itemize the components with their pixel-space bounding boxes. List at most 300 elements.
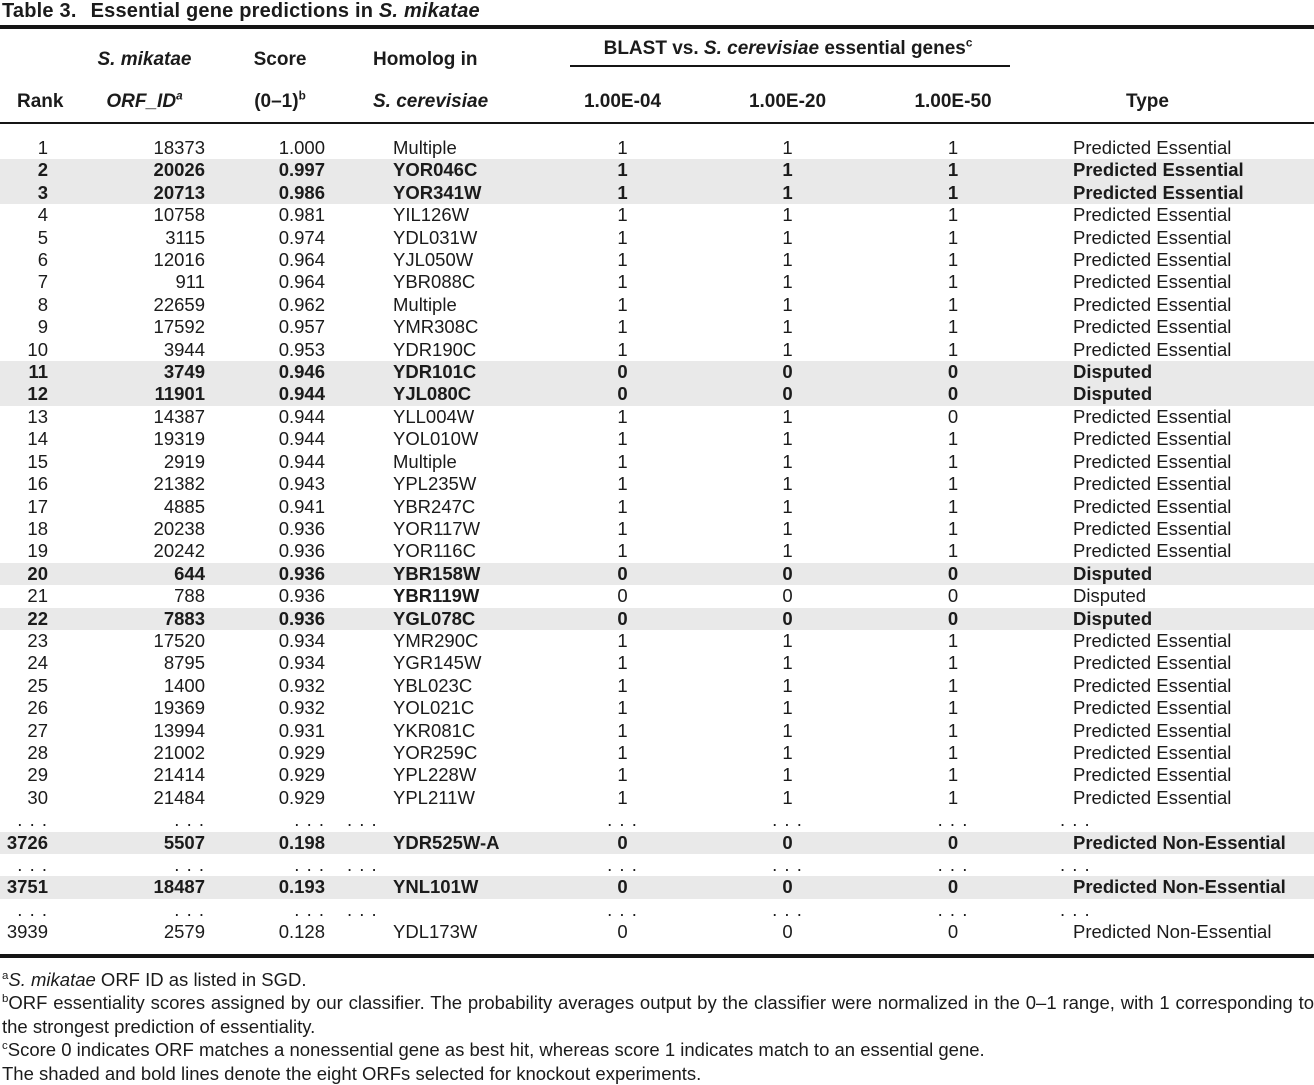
rank-header-spacer xyxy=(0,29,58,71)
evalue-1e20-cell-ellipsis: . . . xyxy=(772,809,803,831)
rank-cell: 16 xyxy=(27,473,48,495)
rank-cell: 25 xyxy=(27,674,48,696)
evalue-1e20-cell: 1 xyxy=(782,674,793,696)
rank-cell: 19 xyxy=(27,540,48,562)
evalue-1e04-cell: 1 xyxy=(617,405,628,427)
rank-cell: 17 xyxy=(27,495,48,517)
evalue-1e20-cell: 1 xyxy=(782,137,793,158)
homolog-cell: YOL021C xyxy=(393,697,475,719)
rank-cell: 30 xyxy=(27,786,48,808)
evalue-1e20-cell: 1 xyxy=(782,428,793,450)
score-cell: 0.941 xyxy=(278,495,325,517)
homolog-cell: YPL211W xyxy=(393,786,475,808)
rank-cell: 22 xyxy=(27,607,48,629)
evalue-1e50-cell: 1 xyxy=(947,137,959,158)
score-cell: 0.944 xyxy=(278,405,325,427)
homolog-cell: Multiple xyxy=(393,450,457,472)
blast-label-footnote-marker: c xyxy=(965,36,973,50)
table-row xyxy=(0,832,1314,854)
evalue-1e20-cell: 1 xyxy=(782,271,793,293)
evalue-1e50-header: 1.00E-50 xyxy=(870,71,1036,123)
footnote-a-marker: a xyxy=(2,969,9,982)
evalue-1e50-cell: 1 xyxy=(947,652,959,674)
type-cell: Predicted Essential xyxy=(1073,674,1232,696)
evalue-1e50-cell: 0 xyxy=(947,607,959,629)
gene-predictions-table xyxy=(0,29,1314,958)
score-cell: 0.932 xyxy=(278,697,325,719)
table-row xyxy=(0,921,1314,955)
score-cell: 0.944 xyxy=(278,428,325,450)
table-row xyxy=(0,787,1314,809)
rank-cell: 6 xyxy=(37,249,48,271)
table-row xyxy=(0,406,1314,428)
homolog-cell: YOR117W xyxy=(393,517,481,539)
score-cell: 0.943 xyxy=(278,473,325,495)
table-row xyxy=(0,159,1314,181)
orf-id-cell: 3115 xyxy=(165,226,205,248)
orf-id-cell: 788 xyxy=(174,585,205,607)
evalue-1e04-cell: 1 xyxy=(617,249,628,271)
ellipsis-row xyxy=(0,809,1314,831)
table-row xyxy=(0,451,1314,473)
score-cell: 0.997 xyxy=(278,159,325,181)
evalue-1e04-cell: 0 xyxy=(617,383,628,405)
rank-cell: 18 xyxy=(27,517,48,539)
type-cell: Predicted Essential xyxy=(1073,159,1244,181)
rank-cell: 7 xyxy=(37,271,48,293)
evalue-1e04-cell: 1 xyxy=(617,316,628,338)
header-row-bottom xyxy=(0,71,1314,123)
homolog-cell: YOR046C xyxy=(393,159,478,181)
table-number: Table 3. xyxy=(2,0,77,22)
evalue-1e50-cell: 1 xyxy=(947,271,959,293)
homolog-cell: YLL004W xyxy=(393,405,475,427)
type-cell: Predicted Essential xyxy=(1073,249,1232,271)
evalue-1e04-cell: 1 xyxy=(617,741,628,763)
type-header: Type xyxy=(1036,71,1314,123)
evalue-1e04-cell: 1 xyxy=(617,204,628,226)
homolog-cell: YOR259C xyxy=(393,741,478,763)
evalue-1e04-cell: 1 xyxy=(617,226,628,248)
homolog-cell: YBR158W xyxy=(393,562,481,584)
evalue-1e50-cell: 1 xyxy=(947,473,959,495)
score-cell: 0.944 xyxy=(278,450,325,472)
evalue-1e04-header: 1.00E-04 xyxy=(540,71,705,123)
evalue-1e04-cell-ellipsis: . . . xyxy=(607,854,638,875)
orf-id-cell: 911 xyxy=(175,271,205,293)
homolog-cell: YOR341W xyxy=(393,181,482,203)
homolog-cell: YBR247C xyxy=(393,495,476,517)
homolog-cell: YGL078C xyxy=(393,607,476,629)
evalue-1e50-cell: 0 xyxy=(947,562,959,584)
evalue-1e20-cell: 1 xyxy=(782,786,793,808)
evalue-1e20-cell: 1 xyxy=(782,697,793,719)
evalue-1e04-cell: 1 xyxy=(617,674,628,696)
score-cell: 0.128 xyxy=(278,921,325,943)
score-cell: 0.932 xyxy=(278,674,325,696)
type-header-spacer xyxy=(1036,29,1314,71)
evalue-1e04-cell: 1 xyxy=(617,719,628,741)
table-row xyxy=(0,764,1314,786)
orf-id-cell: 8795 xyxy=(163,652,205,674)
score-cell: 0.957 xyxy=(278,316,325,338)
rank-cell: 27 xyxy=(27,719,48,741)
type-cell: Predicted Essential xyxy=(1073,629,1232,651)
rank-cell: 12 xyxy=(27,383,48,405)
orf-id-cell: 10758 xyxy=(153,204,205,226)
evalue-1e20-cell: 1 xyxy=(782,764,793,786)
evalue-1e04-cell: 1 xyxy=(617,338,628,360)
evalue-1e50-cell: 1 xyxy=(947,338,959,360)
table-row xyxy=(0,608,1314,630)
type-cell: Predicted Essential xyxy=(1073,181,1244,203)
homolog-cell: YMR308C xyxy=(393,316,479,338)
evalue-1e50-cell-ellipsis: . . . xyxy=(937,809,969,831)
table-header xyxy=(0,29,1314,123)
evalue-1e20-cell: 1 xyxy=(782,495,793,517)
type-cell: Predicted Essential xyxy=(1073,495,1232,517)
evalue-1e04-cell: 1 xyxy=(617,786,628,808)
table-row xyxy=(0,339,1314,361)
header-row-top xyxy=(0,29,1314,71)
evalue-1e20-cell: 1 xyxy=(782,181,793,203)
homolog-cell: YPL235W xyxy=(393,473,477,495)
orf-id-cell: 13994 xyxy=(153,719,205,741)
rank-cell: 3751 xyxy=(6,876,48,898)
footnote-c xyxy=(2,1038,1314,1062)
type-cell: Disputed xyxy=(1073,607,1153,629)
homolog-cell: YDL173W xyxy=(393,921,478,943)
evalue-1e50-cell: 1 xyxy=(947,226,959,248)
evalue-1e50-cell: 0 xyxy=(947,876,959,898)
orf-id-cell: 19369 xyxy=(153,697,205,719)
evalue-1e20-cell: 1 xyxy=(782,204,793,226)
orf-id-cell: 19319 xyxy=(153,428,205,450)
type-cell: Predicted Essential xyxy=(1073,764,1232,786)
rank-cell: 29 xyxy=(27,764,48,786)
blast-group-rule xyxy=(570,65,1010,67)
evalue-1e50-cell: 1 xyxy=(947,428,959,450)
rank-cell-ellipsis: . . . xyxy=(17,898,48,920)
score-cell: 0.986 xyxy=(278,181,325,203)
orf-id-cell: 11901 xyxy=(154,383,205,405)
table-row xyxy=(0,249,1314,271)
orf-id-cell-ellipsis: . . . xyxy=(174,809,205,831)
homolog-cell: YDR525W-A xyxy=(393,831,500,853)
evalue-1e50-cell-ellipsis: . . . xyxy=(937,898,969,920)
rank-cell-ellipsis: . . . xyxy=(17,854,48,875)
evalue-1e50-cell: 1 xyxy=(947,764,959,786)
table-row xyxy=(0,123,1314,159)
rank-cell: 28 xyxy=(27,741,48,763)
evalue-1e04-cell: 1 xyxy=(617,159,628,181)
evalue-1e04-cell: 1 xyxy=(617,629,628,651)
type-cell: Predicted Non-Essential xyxy=(1073,831,1286,853)
orf-id-cell: 18487 xyxy=(153,876,205,898)
score-cell: 0.962 xyxy=(278,293,325,315)
rank-cell: 10 xyxy=(27,338,48,360)
evalue-1e20-cell: 0 xyxy=(782,607,793,629)
table-row xyxy=(0,675,1314,697)
evalue-1e20-cell: 0 xyxy=(782,383,793,405)
homolog-cell: YDL031W xyxy=(393,226,478,248)
type-cell: Predicted Essential xyxy=(1073,786,1232,808)
rank-cell: 3939 xyxy=(6,921,48,943)
evalue-1e50-cell: 1 xyxy=(947,159,959,181)
orf-id-cell: 644 xyxy=(174,562,205,584)
score-cell: 0.964 xyxy=(278,249,325,271)
rank-cell: 3726 xyxy=(6,831,48,853)
footnote-c-text: Score 0 indicates ORF matches a nonessential gene as best hit, whereas score 1 indicates match to an essential gene. xyxy=(7,1039,985,1061)
orf-id-cell: 20238 xyxy=(153,517,205,539)
evalue-1e20-cell: 1 xyxy=(782,540,793,562)
evalue-1e04-cell: 0 xyxy=(617,562,628,584)
table-row xyxy=(0,630,1314,652)
evalue-1e20-cell: 1 xyxy=(782,473,793,495)
table-row xyxy=(0,876,1314,898)
evalue-1e04-cell-ellipsis: . . . xyxy=(607,898,638,920)
type-cell: Disputed xyxy=(1073,361,1153,383)
evalue-1e04-cell: 1 xyxy=(617,764,628,786)
evalue-1e20-cell: 1 xyxy=(782,517,793,539)
rank-cell: 8 xyxy=(37,293,48,315)
rank-cell: 20 xyxy=(27,562,48,584)
evalue-1e20-cell: 0 xyxy=(782,585,793,607)
type-cell: Predicted Essential xyxy=(1073,741,1232,763)
rank-cell: 5 xyxy=(37,226,48,248)
evalue-1e20-cell: 1 xyxy=(782,405,793,427)
evalue-1e50-cell: 1 xyxy=(947,540,959,562)
table-row xyxy=(0,294,1314,316)
evalue-1e50-cell: 1 xyxy=(947,316,959,338)
evalue-1e20-header: 1.00E-20 xyxy=(705,71,870,123)
homolog-cell: YIL126W xyxy=(393,204,470,226)
score-cell: 0.974 xyxy=(278,226,325,248)
orf-id-cell: 3749 xyxy=(163,361,205,383)
score-cell: 0.981 xyxy=(278,204,325,226)
evalue-1e04-cell: 0 xyxy=(617,361,628,383)
evalue-1e04-cell: 0 xyxy=(617,607,628,629)
homolog-cell: YBR088C xyxy=(393,271,476,293)
evalue-1e50-cell: 1 xyxy=(947,204,959,226)
homolog-cell: Multiple xyxy=(393,137,457,158)
orf-id-cell: 20242 xyxy=(153,540,205,562)
evalue-1e20-cell: 0 xyxy=(782,921,793,943)
orf-id-cell: 21382 xyxy=(153,473,205,495)
homolog-cell: Multiple xyxy=(393,293,457,315)
evalue-1e20-cell: 1 xyxy=(782,338,793,360)
evalue-1e20-cell: 1 xyxy=(782,450,793,472)
rank-header: Rank xyxy=(0,71,58,123)
type-cell: Predicted Essential xyxy=(1073,652,1232,674)
table-row xyxy=(0,585,1314,607)
score-cell: 0.193 xyxy=(278,876,325,898)
orf-header-line2: $ORF\_ID^a$ xyxy=(58,71,205,123)
evalue-1e04-cell: 1 xyxy=(617,697,628,719)
evalue-1e50-cell: 1 xyxy=(947,674,959,696)
homolog-cell: YMR290C xyxy=(393,629,479,651)
orf-id-cell: 2919 xyxy=(163,450,205,472)
rank-cell: 3 xyxy=(37,181,48,203)
table-row xyxy=(0,428,1314,450)
type-cell: Predicted Essential xyxy=(1073,719,1232,741)
rank-cell: 14 xyxy=(27,428,48,450)
evalue-1e50-cell: 0 xyxy=(947,831,959,853)
type-cell: Predicted Essential xyxy=(1073,540,1232,562)
orf-id-cell: 20713 xyxy=(153,181,205,203)
homolog-cell: YGR145W xyxy=(393,652,482,674)
evalue-1e04-cell: 1 xyxy=(617,181,628,203)
evalue-1e20-cell: 0 xyxy=(782,831,793,853)
rank-cell: 2 xyxy=(37,159,48,181)
orf-id-cell: 17520 xyxy=(153,629,205,651)
type-cell: Predicted Essential xyxy=(1073,316,1232,338)
homolog-cell: YNL101W xyxy=(393,876,479,898)
table-title-species: S. mikatae xyxy=(378,0,480,22)
evalue-1e20-cell-ellipsis: . . . xyxy=(772,898,803,920)
blast-group-label xyxy=(540,38,1036,65)
table-row xyxy=(0,563,1314,585)
footnote-note: The shaded and bold lines denote the eight ORFs selected for knockout experiments. xyxy=(2,1062,702,1084)
footnote-b-text: ORF essentiality scores assigned by our classifier. The probability averages output by the classifier were normalized in the 0–1 range, with 1 corresponding to the strongest prediction of essentiality. xyxy=(2,992,1314,1037)
footnotes xyxy=(0,968,1314,1085)
score-cell: 0.936 xyxy=(278,517,325,539)
evalue-1e04-cell: 1 xyxy=(617,137,628,158)
score-cell-ellipsis: . . . xyxy=(294,854,325,875)
type-cell: Predicted Essential xyxy=(1073,293,1232,315)
evalue-1e20-cell: 0 xyxy=(782,876,793,898)
table-body xyxy=(0,123,1314,956)
evalue-1e50-cell: 1 xyxy=(947,786,959,808)
table-row xyxy=(0,316,1314,338)
evalue-1e50-cell: 1 xyxy=(947,181,959,203)
type-cell: Disputed xyxy=(1073,585,1147,607)
homolog-cell: YOL010W xyxy=(393,428,479,450)
type-cell: Predicted Essential xyxy=(1073,405,1232,427)
evalue-1e50-cell: 0 xyxy=(947,405,959,427)
homolog-cell: YJL050W xyxy=(393,249,474,271)
type-cell: Predicted Essential xyxy=(1073,226,1232,248)
orf-id-cell: 18373 xyxy=(153,137,205,158)
score-cell-ellipsis: . . . xyxy=(294,898,325,920)
orf-id-cell: 7883 xyxy=(163,607,205,629)
score-cell: 0.953 xyxy=(278,338,325,360)
type-cell: Predicted Essential xyxy=(1073,517,1232,539)
homolog-cell: YBR119W xyxy=(393,585,480,607)
type-cell: Predicted Essential xyxy=(1073,338,1232,360)
orf-header-line1: S. mikatae xyxy=(97,49,192,70)
evalue-1e50-cell: 1 xyxy=(947,741,959,763)
evalue-1e20-cell: 1 xyxy=(782,293,793,315)
evalue-1e20-cell: 0 xyxy=(782,562,793,584)
evalue-1e04-cell: 1 xyxy=(617,517,628,539)
table-row xyxy=(0,697,1314,719)
homolog-header-line2: S. cerevisiae xyxy=(325,71,540,123)
evalue-1e20-cell: 1 xyxy=(782,249,793,271)
rank-cell: 23 xyxy=(27,629,48,651)
score-cell: 0.944 xyxy=(278,383,325,405)
evalue-1e20-cell: 0 xyxy=(782,361,793,383)
orf-footnote-marker: a xyxy=(176,89,183,103)
rank-cell: 1 xyxy=(37,137,48,158)
evalue-1e20-cell: 1 xyxy=(782,652,793,674)
rank-cell: 4 xyxy=(37,204,48,226)
homolog-cell-ellipsis: . . . xyxy=(347,898,378,920)
footnote-b-marker: b xyxy=(2,992,9,1005)
score-cell: 0.929 xyxy=(278,741,325,763)
homolog-cell-ellipsis: . . . xyxy=(347,809,378,831)
evalue-1e50-cell: 0 xyxy=(947,361,959,383)
evalue-1e50-cell: 1 xyxy=(947,517,959,539)
evalue-1e50-cell: 0 xyxy=(947,585,959,607)
score-cell: 0.198 xyxy=(278,831,325,853)
score-cell: 0.934 xyxy=(278,652,325,674)
rank-cell: 15 xyxy=(27,450,48,472)
evalue-1e20-cell: 1 xyxy=(782,159,793,181)
score-header-line2: $(0-1)^b$ xyxy=(205,71,325,123)
rank-cell: 13 xyxy=(27,405,48,427)
footnote-a-text: ORF ID as listed in SGD. xyxy=(95,968,307,990)
score-cell-ellipsis: . . . xyxy=(294,809,325,831)
score-cell: 0.936 xyxy=(278,540,325,562)
homolog-cell-ellipsis: . . . xyxy=(347,854,378,875)
score-cell: 0.931 xyxy=(278,719,325,741)
table-row xyxy=(0,204,1314,226)
type-cell-ellipsis: . . . xyxy=(1060,854,1091,875)
footnote-a xyxy=(2,968,1314,992)
evalue-1e04-cell: 0 xyxy=(617,876,628,898)
table-title xyxy=(0,0,1314,29)
evalue-1e04-cell: 1 xyxy=(617,271,628,293)
evalue-1e04-cell: 0 xyxy=(617,831,628,853)
blast-label-species: S. cerevisiae xyxy=(703,38,820,59)
blast-label-prefix: BLAST vs. xyxy=(603,38,704,59)
rank-cell-ellipsis: . . . xyxy=(17,809,48,831)
rank-cell: 9 xyxy=(37,316,48,338)
score-cell: 0.934 xyxy=(278,629,325,651)
evalue-1e04-cell: 1 xyxy=(617,540,628,562)
score-cell: 0.929 xyxy=(278,764,325,786)
ellipsis-row xyxy=(0,854,1314,876)
rank-cell: 21 xyxy=(27,585,48,607)
homolog-cell: YKR081C xyxy=(393,719,476,741)
orf-id-cell-ellipsis: . . . xyxy=(174,854,205,875)
score-header-line1: Score xyxy=(253,49,307,70)
evalue-1e04-cell: 0 xyxy=(617,921,628,943)
evalue-1e04-cell: 1 xyxy=(617,293,628,315)
evalue-1e04-cell: 1 xyxy=(617,473,628,495)
orf-id-cell: 2579 xyxy=(163,921,205,943)
table-row xyxy=(0,383,1314,405)
evalue-1e50-cell: 0 xyxy=(947,383,959,405)
score-cell: 0.929 xyxy=(278,786,325,808)
orf-id-cell: 1400 xyxy=(163,674,205,696)
table-row xyxy=(0,496,1314,518)
evalue-1e50-cell: 1 xyxy=(947,629,959,651)
evalue-1e50-cell: 1 xyxy=(947,249,959,271)
orf-id-cell: 20026 xyxy=(153,159,205,181)
table-row xyxy=(0,227,1314,249)
orf-id-cell: 21484 xyxy=(153,786,205,808)
type-cell: Disputed xyxy=(1073,562,1153,584)
homolog-cell: YBL023C xyxy=(393,674,473,696)
footnote-c-marker: c xyxy=(2,1039,8,1052)
orf-id-cell: 3944 xyxy=(163,338,205,360)
type-cell: Predicted Essential xyxy=(1073,271,1232,293)
homolog-cell: YDR101C xyxy=(393,361,477,383)
evalue-1e04-cell: 0 xyxy=(617,585,628,607)
score-cell: 0.936 xyxy=(278,607,325,629)
